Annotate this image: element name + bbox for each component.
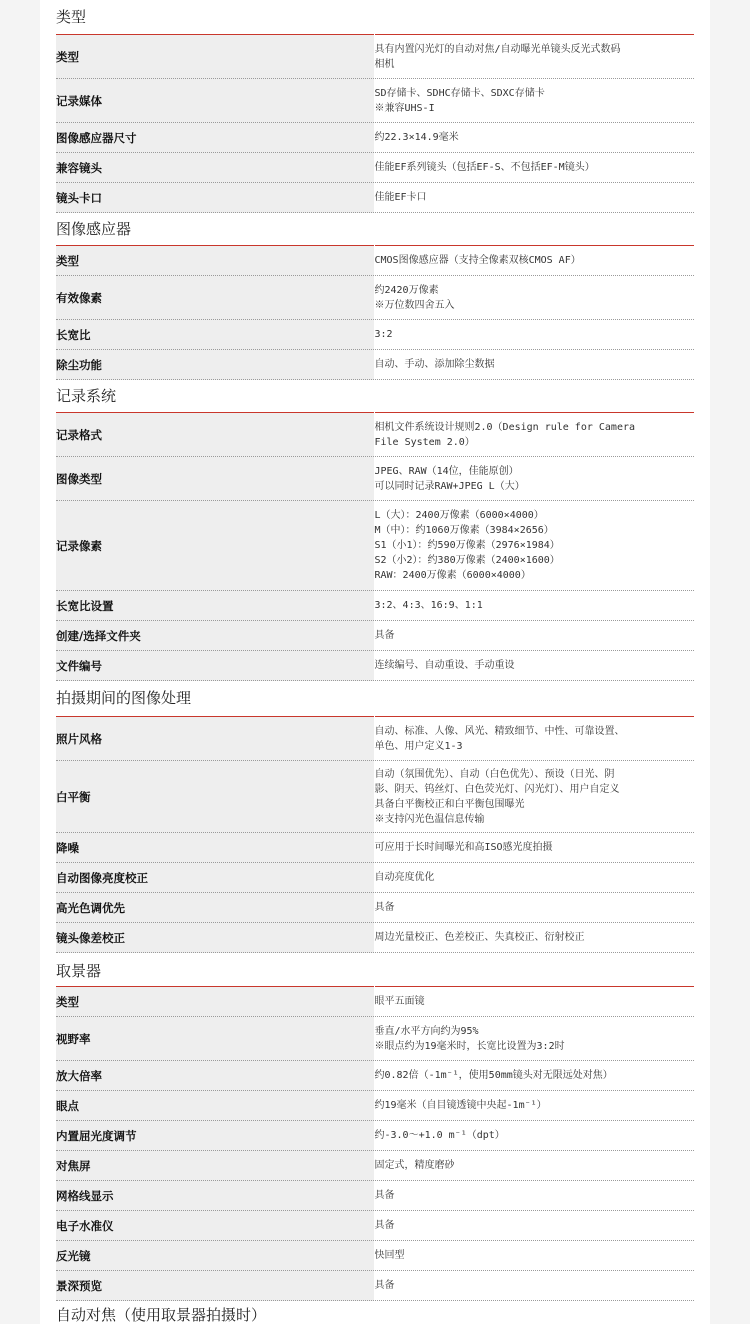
section-title: 取景器 xyxy=(56,962,102,980)
spec-value-line: 自动、手动、添加除尘数据 xyxy=(374,359,495,370)
section-title: 记录系统 xyxy=(56,387,117,405)
spec-value-line: 周边光量校正、色差校正、失真校正、衍射校正 xyxy=(374,932,585,943)
spec-key: 降噪 xyxy=(56,833,374,863)
spec-value-line: 影、阴天、钨丝灯、白色荧光灯、闪光灯）、用户自定义 xyxy=(374,783,620,795)
spec-value-line: S2（小2）：约380万像素（2400×1600） xyxy=(374,555,560,566)
spec-value xyxy=(374,501,694,591)
spec-value-line: RAW：2400万像素（6000×4000） xyxy=(374,570,531,581)
spec-value xyxy=(374,276,694,320)
spec-key: 类型 xyxy=(56,35,374,79)
spec-row xyxy=(56,1271,694,1301)
spec-row xyxy=(56,79,694,123)
spec-value-line: 约22.3×14.9毫米 xyxy=(374,132,459,143)
spec-value xyxy=(374,1017,694,1061)
spec-key: 类型 xyxy=(56,987,374,1017)
spec-key: 景深预览 xyxy=(56,1271,374,1301)
spec-key: 记录像素 xyxy=(56,501,374,591)
spec-value xyxy=(374,717,694,761)
spec-row xyxy=(56,123,694,153)
spec-value xyxy=(374,1121,694,1151)
spec-value-line: File System 2.0） xyxy=(374,436,475,448)
spec-value-line: 相机 xyxy=(374,58,395,70)
spec-value xyxy=(374,761,694,833)
spec-value xyxy=(374,153,694,183)
spec-row xyxy=(56,987,694,1017)
spec-key: 放大倍率 xyxy=(56,1061,374,1091)
spec-row xyxy=(56,717,694,761)
section-title: 图像感应器 xyxy=(56,220,132,238)
spec-key: 对焦屏 xyxy=(56,1151,374,1181)
spec-value-line: 约0.82倍（-1m⁻¹，使用50mm镜头对无限远处对焦） xyxy=(374,1070,613,1081)
spec-value xyxy=(374,893,694,923)
spec-key: 高光色调优先 xyxy=(56,893,374,923)
spec-key: 视野率 xyxy=(56,1017,374,1061)
spec-row xyxy=(56,621,694,651)
spec-value-line: S1（小1）：约590万像素（2976×1984） xyxy=(374,540,560,551)
spec-value-line: 固定式，精度磨砂 xyxy=(374,1160,455,1171)
spec-row xyxy=(56,276,694,320)
spec-table xyxy=(56,986,694,1301)
spec-value-line: 单色、用户定义1-3 xyxy=(374,740,463,752)
spec-key: 自动图像亮度校正 xyxy=(56,863,374,893)
spec-value xyxy=(374,246,694,276)
spec-value-line: 具有内置闪光灯的自动对焦/自动曝光单镜头反光式数码 xyxy=(374,43,621,55)
spec-value xyxy=(374,987,694,1017)
spec-row xyxy=(56,761,694,833)
spec-key: 长宽比 xyxy=(56,320,374,350)
section-title: 类型 xyxy=(56,8,87,26)
spec-value-line: ※支持闪光色温信息传输 xyxy=(374,813,485,825)
spec-key: 反光镜 xyxy=(56,1241,374,1271)
section-title: 拍摄期间的图像处理 xyxy=(56,689,192,707)
spec-value-line: 具备 xyxy=(374,1280,395,1291)
spec-key: 图像感应器尺寸 xyxy=(56,123,374,153)
spec-table xyxy=(56,245,694,380)
spec-value xyxy=(374,457,694,501)
spec-key: 长宽比设置 xyxy=(56,591,374,621)
right-gutter xyxy=(710,0,750,1324)
spec-value xyxy=(374,863,694,893)
spec-value-line: 具备 xyxy=(374,1190,395,1201)
spec-row xyxy=(56,320,694,350)
spec-value xyxy=(374,1061,694,1091)
spec-row xyxy=(56,651,694,681)
spec-row xyxy=(56,35,694,79)
spec-key: 网格线显示 xyxy=(56,1181,374,1211)
spec-row xyxy=(56,1121,694,1151)
spec-value xyxy=(374,923,694,953)
spec-row xyxy=(56,1061,694,1091)
spec-row xyxy=(56,350,694,380)
spec-table xyxy=(56,716,694,953)
spec-page xyxy=(40,0,710,1324)
spec-value-line: 自动亮度优化 xyxy=(374,872,435,883)
spec-value-line: ※兼容UHS-I xyxy=(374,102,435,114)
spec-value xyxy=(374,1241,694,1271)
spec-key: 除尘功能 xyxy=(56,350,374,380)
spec-key: 白平衡 xyxy=(56,761,374,833)
spec-value-line: 相机文件系统设计规则2.0（Design rule for Camera xyxy=(374,421,636,433)
spec-key: 兼容镜头 xyxy=(56,153,374,183)
spec-value xyxy=(374,123,694,153)
spec-key: 镜头像差校正 xyxy=(56,923,374,953)
spec-value xyxy=(374,35,694,79)
spec-value-line: 垂直/水平方向约为95% xyxy=(374,1025,479,1037)
spec-value-line: SD存储卡、SDHC存储卡、SDXC存储卡 xyxy=(374,87,545,99)
spec-value-line: 约19毫米（自目镜透镜中央起-1m⁻¹） xyxy=(374,1100,547,1111)
spec-row xyxy=(56,591,694,621)
spec-row xyxy=(56,183,694,213)
spec-value xyxy=(374,621,694,651)
spec-value-line: 具备 xyxy=(374,902,395,913)
spec-value xyxy=(374,651,694,681)
spec-row xyxy=(56,457,694,501)
spec-row xyxy=(56,1181,694,1211)
spec-row xyxy=(56,1091,694,1121)
spec-key: 镜头卡口 xyxy=(56,183,374,213)
spec-value-line: 约-3.0～+1.0 m⁻¹（dpt） xyxy=(374,1130,505,1141)
spec-value xyxy=(374,320,694,350)
spec-key: 有效像素 xyxy=(56,276,374,320)
spec-value xyxy=(374,413,694,457)
spec-value xyxy=(374,350,694,380)
spec-value-line: 约2420万像素 xyxy=(374,284,439,296)
spec-value-line: L（大）：2400万像素（6000×4000） xyxy=(374,510,544,521)
spec-row xyxy=(56,1017,694,1061)
spec-value-line: 具备 xyxy=(374,1220,395,1231)
spec-value-line: 佳能EF卡口 xyxy=(374,192,427,203)
spec-row xyxy=(56,413,694,457)
spec-row xyxy=(56,246,694,276)
spec-row xyxy=(56,501,694,591)
spec-row xyxy=(56,833,694,863)
spec-value xyxy=(374,833,694,863)
spec-row xyxy=(56,1241,694,1271)
spec-value xyxy=(374,1271,694,1301)
spec-key: 记录格式 xyxy=(56,413,374,457)
spec-value-line: 自动、标准、人像、风光、精致细节、中性、可靠设置、 xyxy=(374,725,625,737)
spec-row xyxy=(56,893,694,923)
spec-row xyxy=(56,1151,694,1181)
spec-row xyxy=(56,1211,694,1241)
section-title: 自动对焦（使用取景器拍摄时） xyxy=(56,1306,267,1324)
spec-value xyxy=(374,1091,694,1121)
spec-value-line: 快回型 xyxy=(374,1250,405,1261)
spec-value-line: 连续编号、自动重设、手动重设 xyxy=(374,660,515,671)
spec-value xyxy=(374,1151,694,1181)
spec-value xyxy=(374,591,694,621)
spec-value xyxy=(374,79,694,123)
spec-value-line: 可以同时记录RAW+JPEG L（大） xyxy=(374,480,525,492)
spec-value-line: 3:2、4:3、16:9、1:1 xyxy=(374,600,483,611)
spec-key: 图像类型 xyxy=(56,457,374,501)
spec-key: 类型 xyxy=(56,246,374,276)
spec-value-line: 具备白平衡校正和白平衡包围曝光 xyxy=(374,798,525,810)
spec-table xyxy=(56,34,694,213)
spec-key: 眼点 xyxy=(56,1091,374,1121)
spec-value-line: CMOS图像感应器（支持全像素双核CMOS AF） xyxy=(374,255,581,266)
spec-value-line: JPEG、RAW（14位，佳能原创） xyxy=(374,465,519,477)
spec-value-line: 自动（氛围优先）、自动（白色优先）、预设（日光、阴 xyxy=(374,768,615,780)
spec-key: 文件编号 xyxy=(56,651,374,681)
spec-key: 内置屈光度调节 xyxy=(56,1121,374,1151)
spec-table xyxy=(56,412,694,681)
spec-row xyxy=(56,863,694,893)
spec-value-line: 眼平五面镜 xyxy=(374,996,425,1007)
spec-value xyxy=(374,183,694,213)
spec-row xyxy=(56,923,694,953)
spec-key: 照片风格 xyxy=(56,717,374,761)
spec-value-line: 可应用于长时间曝光和高ISO感光度拍摄 xyxy=(374,842,553,853)
spec-value-line: 3:2 xyxy=(374,329,393,340)
spec-key: 电子水准仪 xyxy=(56,1211,374,1241)
spec-row xyxy=(56,153,694,183)
left-gutter xyxy=(0,0,40,1324)
spec-key: 创建/选择文件夹 xyxy=(56,621,374,651)
spec-value-line: M（中）：约1060万像素（3984×2656） xyxy=(374,525,554,536)
spec-value-line: ※眼点约为19毫米时，长宽比设置为3:2时 xyxy=(374,1040,565,1052)
spec-value xyxy=(374,1181,694,1211)
spec-value xyxy=(374,1211,694,1241)
spec-value-line: 具备 xyxy=(374,630,395,641)
spec-key: 记录媒体 xyxy=(56,79,374,123)
spec-value-line: 佳能EF系列镜头（包括EF-S、不包括EF-M镜头） xyxy=(374,162,595,173)
spec-value-line: ※万位数四舍五入 xyxy=(374,299,455,311)
